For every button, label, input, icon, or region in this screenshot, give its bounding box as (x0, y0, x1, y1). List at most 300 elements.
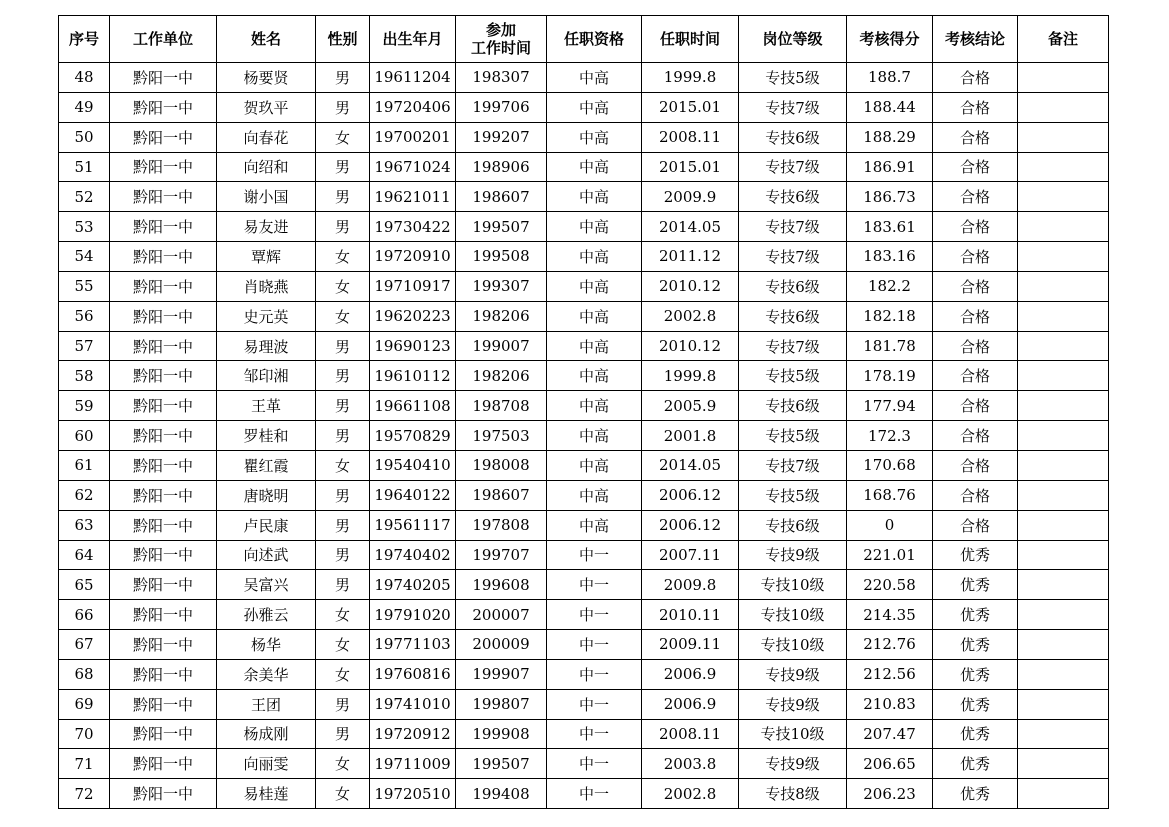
cell-grade: 专技7级 (739, 331, 847, 361)
cell-gender: 男 (316, 182, 370, 212)
cell-birth: 19771103 (370, 630, 456, 660)
cell-birth: 19720912 (370, 719, 456, 749)
cell-score: 212.76 (847, 630, 933, 660)
cell-unit: 黔阳一中 (110, 480, 217, 510)
cell-gender: 女 (316, 242, 370, 272)
table-row (59, 63, 1109, 93)
cell-result: 合格 (933, 361, 1018, 391)
cell-unit: 黔阳一中 (110, 63, 217, 93)
cell-remark (1018, 391, 1109, 421)
cell-unit: 黔阳一中 (110, 301, 217, 331)
cell-seq: 51 (59, 152, 110, 182)
cell-qual: 中高 (547, 63, 642, 93)
cell-remark (1018, 570, 1109, 600)
cell-remark (1018, 331, 1109, 361)
cell-gender: 男 (316, 689, 370, 719)
cell-grade: 专技9级 (739, 689, 847, 719)
cell-join: 198008 (456, 450, 547, 480)
cell-score: 212.56 (847, 659, 933, 689)
cell-qual: 中高 (547, 152, 642, 182)
cell-gender: 男 (316, 63, 370, 93)
cell-seq: 55 (59, 271, 110, 301)
cell-name: 杨成刚 (217, 719, 316, 749)
cell-unit: 黔阳一中 (110, 600, 217, 630)
table-row (59, 152, 1109, 182)
cell-result: 优秀 (933, 570, 1018, 600)
cell-unit: 黔阳一中 (110, 421, 217, 451)
cell-gender: 女 (316, 749, 370, 779)
cell-remark (1018, 779, 1109, 809)
cell-grade: 专技6级 (739, 122, 847, 152)
table-row (59, 719, 1109, 749)
cell-qual-time: 2009.9 (642, 182, 739, 212)
header-remark: 备注 (1018, 16, 1109, 63)
cell-gender: 男 (316, 540, 370, 570)
cell-grade: 专技6级 (739, 510, 847, 540)
cell-join: 199207 (456, 122, 547, 152)
cell-birth: 19730422 (370, 212, 456, 242)
table-row (59, 689, 1109, 719)
cell-unit: 黔阳一中 (110, 242, 217, 272)
cell-seq: 67 (59, 630, 110, 660)
cell-birth: 19720910 (370, 242, 456, 272)
cell-gender: 男 (316, 391, 370, 421)
cell-grade: 专技10级 (739, 600, 847, 630)
cell-score: 188.29 (847, 122, 933, 152)
cell-grade: 专技10级 (739, 570, 847, 600)
cell-qual-time: 2010.12 (642, 271, 739, 301)
cell-remark (1018, 510, 1109, 540)
cell-gender: 男 (316, 480, 370, 510)
cell-join: 200009 (456, 630, 547, 660)
cell-seq: 71 (59, 749, 110, 779)
cell-birth: 19710917 (370, 271, 456, 301)
table-row (59, 122, 1109, 152)
cell-name: 向述武 (217, 540, 316, 570)
cell-score: 183.16 (847, 242, 933, 272)
cell-name: 卢民康 (217, 510, 316, 540)
cell-unit: 黔阳一中 (110, 719, 217, 749)
cell-remark (1018, 450, 1109, 480)
header-unit: 工作单位 (110, 16, 217, 63)
cell-seq: 65 (59, 570, 110, 600)
cell-birth: 19740402 (370, 540, 456, 570)
cell-qual: 中高 (547, 182, 642, 212)
cell-unit: 黔阳一中 (110, 689, 217, 719)
cell-qual-time: 2003.8 (642, 749, 739, 779)
cell-join: 197503 (456, 421, 547, 451)
cell-qual-time: 2005.9 (642, 391, 739, 421)
cell-remark (1018, 242, 1109, 272)
cell-grade: 专技6级 (739, 391, 847, 421)
cell-name: 杨华 (217, 630, 316, 660)
cell-unit: 黔阳一中 (110, 122, 217, 152)
cell-qual: 中高 (547, 92, 642, 122)
cell-seq: 61 (59, 450, 110, 480)
cell-gender: 女 (316, 600, 370, 630)
cell-birth: 19610112 (370, 361, 456, 391)
header-score: 考核得分 (847, 16, 933, 63)
cell-qual-time: 2009.11 (642, 630, 739, 660)
cell-name: 覃辉 (217, 242, 316, 272)
table-row (59, 92, 1109, 122)
cell-seq: 49 (59, 92, 110, 122)
cell-result: 优秀 (933, 779, 1018, 809)
cell-gender: 女 (316, 450, 370, 480)
header-name: 姓名 (217, 16, 316, 63)
cell-seq: 56 (59, 301, 110, 331)
cell-seq: 53 (59, 212, 110, 242)
cell-seq: 54 (59, 242, 110, 272)
cell-grade: 专技6级 (739, 271, 847, 301)
cell-remark (1018, 152, 1109, 182)
cell-unit: 黔阳一中 (110, 391, 217, 421)
cell-grade: 专技5级 (739, 361, 847, 391)
cell-seq: 69 (59, 689, 110, 719)
cell-grade: 专技9级 (739, 749, 847, 779)
cell-unit: 黔阳一中 (110, 749, 217, 779)
cell-join: 199807 (456, 689, 547, 719)
cell-gender: 女 (316, 659, 370, 689)
table-row (59, 391, 1109, 421)
cell-remark (1018, 749, 1109, 779)
cell-name: 易理波 (217, 331, 316, 361)
cell-result: 优秀 (933, 659, 1018, 689)
cell-qual: 中一 (547, 659, 642, 689)
cell-gender: 男 (316, 361, 370, 391)
table-row (59, 659, 1109, 689)
cell-name: 孙雅云 (217, 600, 316, 630)
cell-qual: 中高 (547, 212, 642, 242)
cell-score: 207.47 (847, 719, 933, 749)
cell-remark (1018, 421, 1109, 451)
cell-gender: 男 (316, 570, 370, 600)
cell-join: 200007 (456, 600, 547, 630)
table-row (59, 779, 1109, 809)
cell-birth: 19561117 (370, 510, 456, 540)
cell-birth: 19640122 (370, 480, 456, 510)
cell-gender: 女 (316, 271, 370, 301)
cell-gender: 男 (316, 421, 370, 451)
cell-name: 杨要贤 (217, 63, 316, 93)
cell-unit: 黔阳一中 (110, 271, 217, 301)
cell-seq: 50 (59, 122, 110, 152)
cell-remark (1018, 689, 1109, 719)
cell-qual: 中一 (547, 540, 642, 570)
cell-result: 优秀 (933, 719, 1018, 749)
assessment-table (58, 15, 1109, 809)
cell-qual-time: 2002.8 (642, 301, 739, 331)
cell-unit: 黔阳一中 (110, 630, 217, 660)
cell-join: 197808 (456, 510, 547, 540)
cell-score: 183.61 (847, 212, 933, 242)
table-row (59, 182, 1109, 212)
cell-grade: 专技9级 (739, 540, 847, 570)
cell-birth: 19741010 (370, 689, 456, 719)
cell-join: 199707 (456, 540, 547, 570)
cell-seq: 64 (59, 540, 110, 570)
cell-score: 182.2 (847, 271, 933, 301)
cell-result: 合格 (933, 92, 1018, 122)
cell-gender: 女 (316, 122, 370, 152)
cell-birth: 19760816 (370, 659, 456, 689)
cell-result: 优秀 (933, 749, 1018, 779)
cell-remark (1018, 182, 1109, 212)
cell-score: 188.44 (847, 92, 933, 122)
cell-join: 198206 (456, 301, 547, 331)
cell-birth: 19570829 (370, 421, 456, 451)
cell-join: 199706 (456, 92, 547, 122)
table-row (59, 331, 1109, 361)
cell-grade: 专技7级 (739, 92, 847, 122)
header-gender: 性别 (316, 16, 370, 63)
cell-score: 168.76 (847, 480, 933, 510)
cell-score: 170.68 (847, 450, 933, 480)
cell-qual: 中高 (547, 391, 642, 421)
cell-name: 易友进 (217, 212, 316, 242)
cell-qual: 中一 (547, 570, 642, 600)
cell-join: 198708 (456, 391, 547, 421)
cell-result: 合格 (933, 510, 1018, 540)
cell-result: 合格 (933, 421, 1018, 451)
cell-join: 198607 (456, 480, 547, 510)
cell-seq: 70 (59, 719, 110, 749)
table-row (59, 271, 1109, 301)
cell-unit: 黔阳一中 (110, 450, 217, 480)
cell-grade: 专技5级 (739, 480, 847, 510)
cell-grade: 专技6级 (739, 301, 847, 331)
cell-birth: 19700201 (370, 122, 456, 152)
cell-grade: 专技5级 (739, 421, 847, 451)
cell-remark (1018, 361, 1109, 391)
cell-seq: 60 (59, 421, 110, 451)
cell-join: 198307 (456, 63, 547, 93)
cell-result: 优秀 (933, 689, 1018, 719)
cell-qual-time: 2006.12 (642, 480, 739, 510)
header-row (59, 16, 1109, 63)
table-row (59, 600, 1109, 630)
cell-grade: 专技10级 (739, 630, 847, 660)
cell-score: 220.58 (847, 570, 933, 600)
cell-birth: 19620223 (370, 301, 456, 331)
cell-score: 214.35 (847, 600, 933, 630)
cell-qual: 中高 (547, 480, 642, 510)
cell-birth: 19720510 (370, 779, 456, 809)
cell-qual: 中一 (547, 749, 642, 779)
cell-score: 206.23 (847, 779, 933, 809)
cell-name: 王团 (217, 689, 316, 719)
cell-score: 188.7 (847, 63, 933, 93)
cell-grade: 专技5级 (739, 63, 847, 93)
header-grade: 岗位等级 (739, 16, 847, 63)
cell-gender: 男 (316, 92, 370, 122)
cell-seq: 62 (59, 480, 110, 510)
table-row (59, 421, 1109, 451)
cell-unit: 黔阳一中 (110, 212, 217, 242)
header-qual: 任职资格 (547, 16, 642, 63)
cell-seq: 59 (59, 391, 110, 421)
table-row (59, 510, 1109, 540)
cell-remark (1018, 301, 1109, 331)
cell-grade: 专技10级 (739, 719, 847, 749)
cell-unit: 黔阳一中 (110, 361, 217, 391)
cell-birth: 19540410 (370, 450, 456, 480)
header-seq: 序号 (59, 16, 110, 63)
cell-grade: 专技7级 (739, 242, 847, 272)
table-row (59, 450, 1109, 480)
cell-grade: 专技6级 (739, 182, 847, 212)
cell-seq: 68 (59, 659, 110, 689)
cell-result: 合格 (933, 63, 1018, 93)
cell-qual-time: 2006.9 (642, 659, 739, 689)
cell-qual: 中一 (547, 779, 642, 809)
cell-score: 178.19 (847, 361, 933, 391)
cell-result: 合格 (933, 331, 1018, 361)
cell-seq: 63 (59, 510, 110, 540)
cell-score: 206.65 (847, 749, 933, 779)
cell-join: 199408 (456, 779, 547, 809)
cell-name: 向绍和 (217, 152, 316, 182)
table-row (59, 242, 1109, 272)
cell-qual: 中一 (547, 719, 642, 749)
cell-remark (1018, 719, 1109, 749)
cell-seq: 72 (59, 779, 110, 809)
cell-grade: 专技7级 (739, 450, 847, 480)
cell-join: 199907 (456, 659, 547, 689)
cell-unit: 黔阳一中 (110, 510, 217, 540)
cell-name: 易桂莲 (217, 779, 316, 809)
cell-qual: 中高 (547, 450, 642, 480)
cell-remark (1018, 659, 1109, 689)
cell-qual-time: 2008.11 (642, 122, 739, 152)
cell-result: 优秀 (933, 600, 1018, 630)
cell-birth: 19621011 (370, 182, 456, 212)
cell-gender: 男 (316, 719, 370, 749)
cell-join: 199507 (456, 212, 547, 242)
header-qual-time: 任职时间 (642, 16, 739, 63)
cell-join: 199307 (456, 271, 547, 301)
table-row (59, 361, 1109, 391)
cell-gender: 男 (316, 331, 370, 361)
cell-qual-time: 2009.8 (642, 570, 739, 600)
cell-remark (1018, 63, 1109, 93)
cell-birth: 19791020 (370, 600, 456, 630)
cell-qual: 中高 (547, 301, 642, 331)
cell-seq: 66 (59, 600, 110, 630)
cell-result: 合格 (933, 301, 1018, 331)
cell-score: 0 (847, 510, 933, 540)
cell-birth: 19711009 (370, 749, 456, 779)
cell-remark (1018, 212, 1109, 242)
cell-name: 唐晓明 (217, 480, 316, 510)
cell-result: 合格 (933, 242, 1018, 272)
cell-qual: 中高 (547, 510, 642, 540)
cell-join: 199007 (456, 331, 547, 361)
cell-remark (1018, 630, 1109, 660)
cell-qual-time: 2002.8 (642, 779, 739, 809)
cell-remark (1018, 92, 1109, 122)
cell-result: 合格 (933, 450, 1018, 480)
cell-name: 瞿红霞 (217, 450, 316, 480)
cell-seq: 58 (59, 361, 110, 391)
cell-remark (1018, 600, 1109, 630)
cell-result: 合格 (933, 122, 1018, 152)
header-birth: 出生年月 (370, 16, 456, 63)
cell-qual: 中高 (547, 122, 642, 152)
cell-name: 肖晓燕 (217, 271, 316, 301)
cell-score: 186.91 (847, 152, 933, 182)
cell-score: 181.78 (847, 331, 933, 361)
table-row (59, 749, 1109, 779)
cell-name: 吴富兴 (217, 570, 316, 600)
cell-join: 199908 (456, 719, 547, 749)
table-row (59, 630, 1109, 660)
header-join-line1: 参加 (485, 21, 516, 39)
cell-result: 合格 (933, 480, 1018, 510)
cell-score: 221.01 (847, 540, 933, 570)
cell-score: 186.73 (847, 182, 933, 212)
cell-qual-time: 1999.8 (642, 63, 739, 93)
cell-name: 邹印湘 (217, 361, 316, 391)
cell-name: 史元英 (217, 301, 316, 331)
cell-remark (1018, 271, 1109, 301)
cell-grade: 专技7级 (739, 212, 847, 242)
cell-gender: 男 (316, 510, 370, 540)
table-body (59, 63, 1109, 809)
cell-qual: 中高 (547, 421, 642, 451)
cell-qual: 中一 (547, 689, 642, 719)
header-join (456, 16, 547, 63)
cell-grade: 专技8级 (739, 779, 847, 809)
cell-unit: 黔阳一中 (110, 92, 217, 122)
cell-birth: 19671024 (370, 152, 456, 182)
cell-grade: 专技9级 (739, 659, 847, 689)
cell-name: 罗桂和 (217, 421, 316, 451)
cell-qual: 中高 (547, 271, 642, 301)
cell-result: 优秀 (933, 630, 1018, 660)
cell-unit: 黔阳一中 (110, 570, 217, 600)
cell-seq: 52 (59, 182, 110, 212)
table-row (59, 570, 1109, 600)
cell-seq: 57 (59, 331, 110, 361)
header-result: 考核结论 (933, 16, 1018, 63)
cell-result: 合格 (933, 391, 1018, 421)
cell-qual-time: 2001.8 (642, 421, 739, 451)
cell-qual-time: 2011.12 (642, 242, 739, 272)
cell-birth: 19720406 (370, 92, 456, 122)
cell-result: 优秀 (933, 540, 1018, 570)
cell-gender: 女 (316, 630, 370, 660)
table-row (59, 480, 1109, 510)
cell-name: 谢小国 (217, 182, 316, 212)
cell-score: 177.94 (847, 391, 933, 421)
cell-unit: 黔阳一中 (110, 779, 217, 809)
cell-result: 合格 (933, 182, 1018, 212)
cell-name: 王革 (217, 391, 316, 421)
cell-remark (1018, 480, 1109, 510)
cell-unit: 黔阳一中 (110, 540, 217, 570)
cell-qual-time: 2014.05 (642, 450, 739, 480)
cell-birth: 19661108 (370, 391, 456, 421)
cell-qual-time: 2010.11 (642, 600, 739, 630)
cell-birth: 19611204 (370, 63, 456, 93)
cell-join: 199508 (456, 242, 547, 272)
cell-qual-time: 1999.8 (642, 361, 739, 391)
table-row (59, 212, 1109, 242)
cell-qual: 中一 (547, 630, 642, 660)
header-join-line2: 工作时间 (470, 39, 531, 57)
cell-gender: 女 (316, 301, 370, 331)
